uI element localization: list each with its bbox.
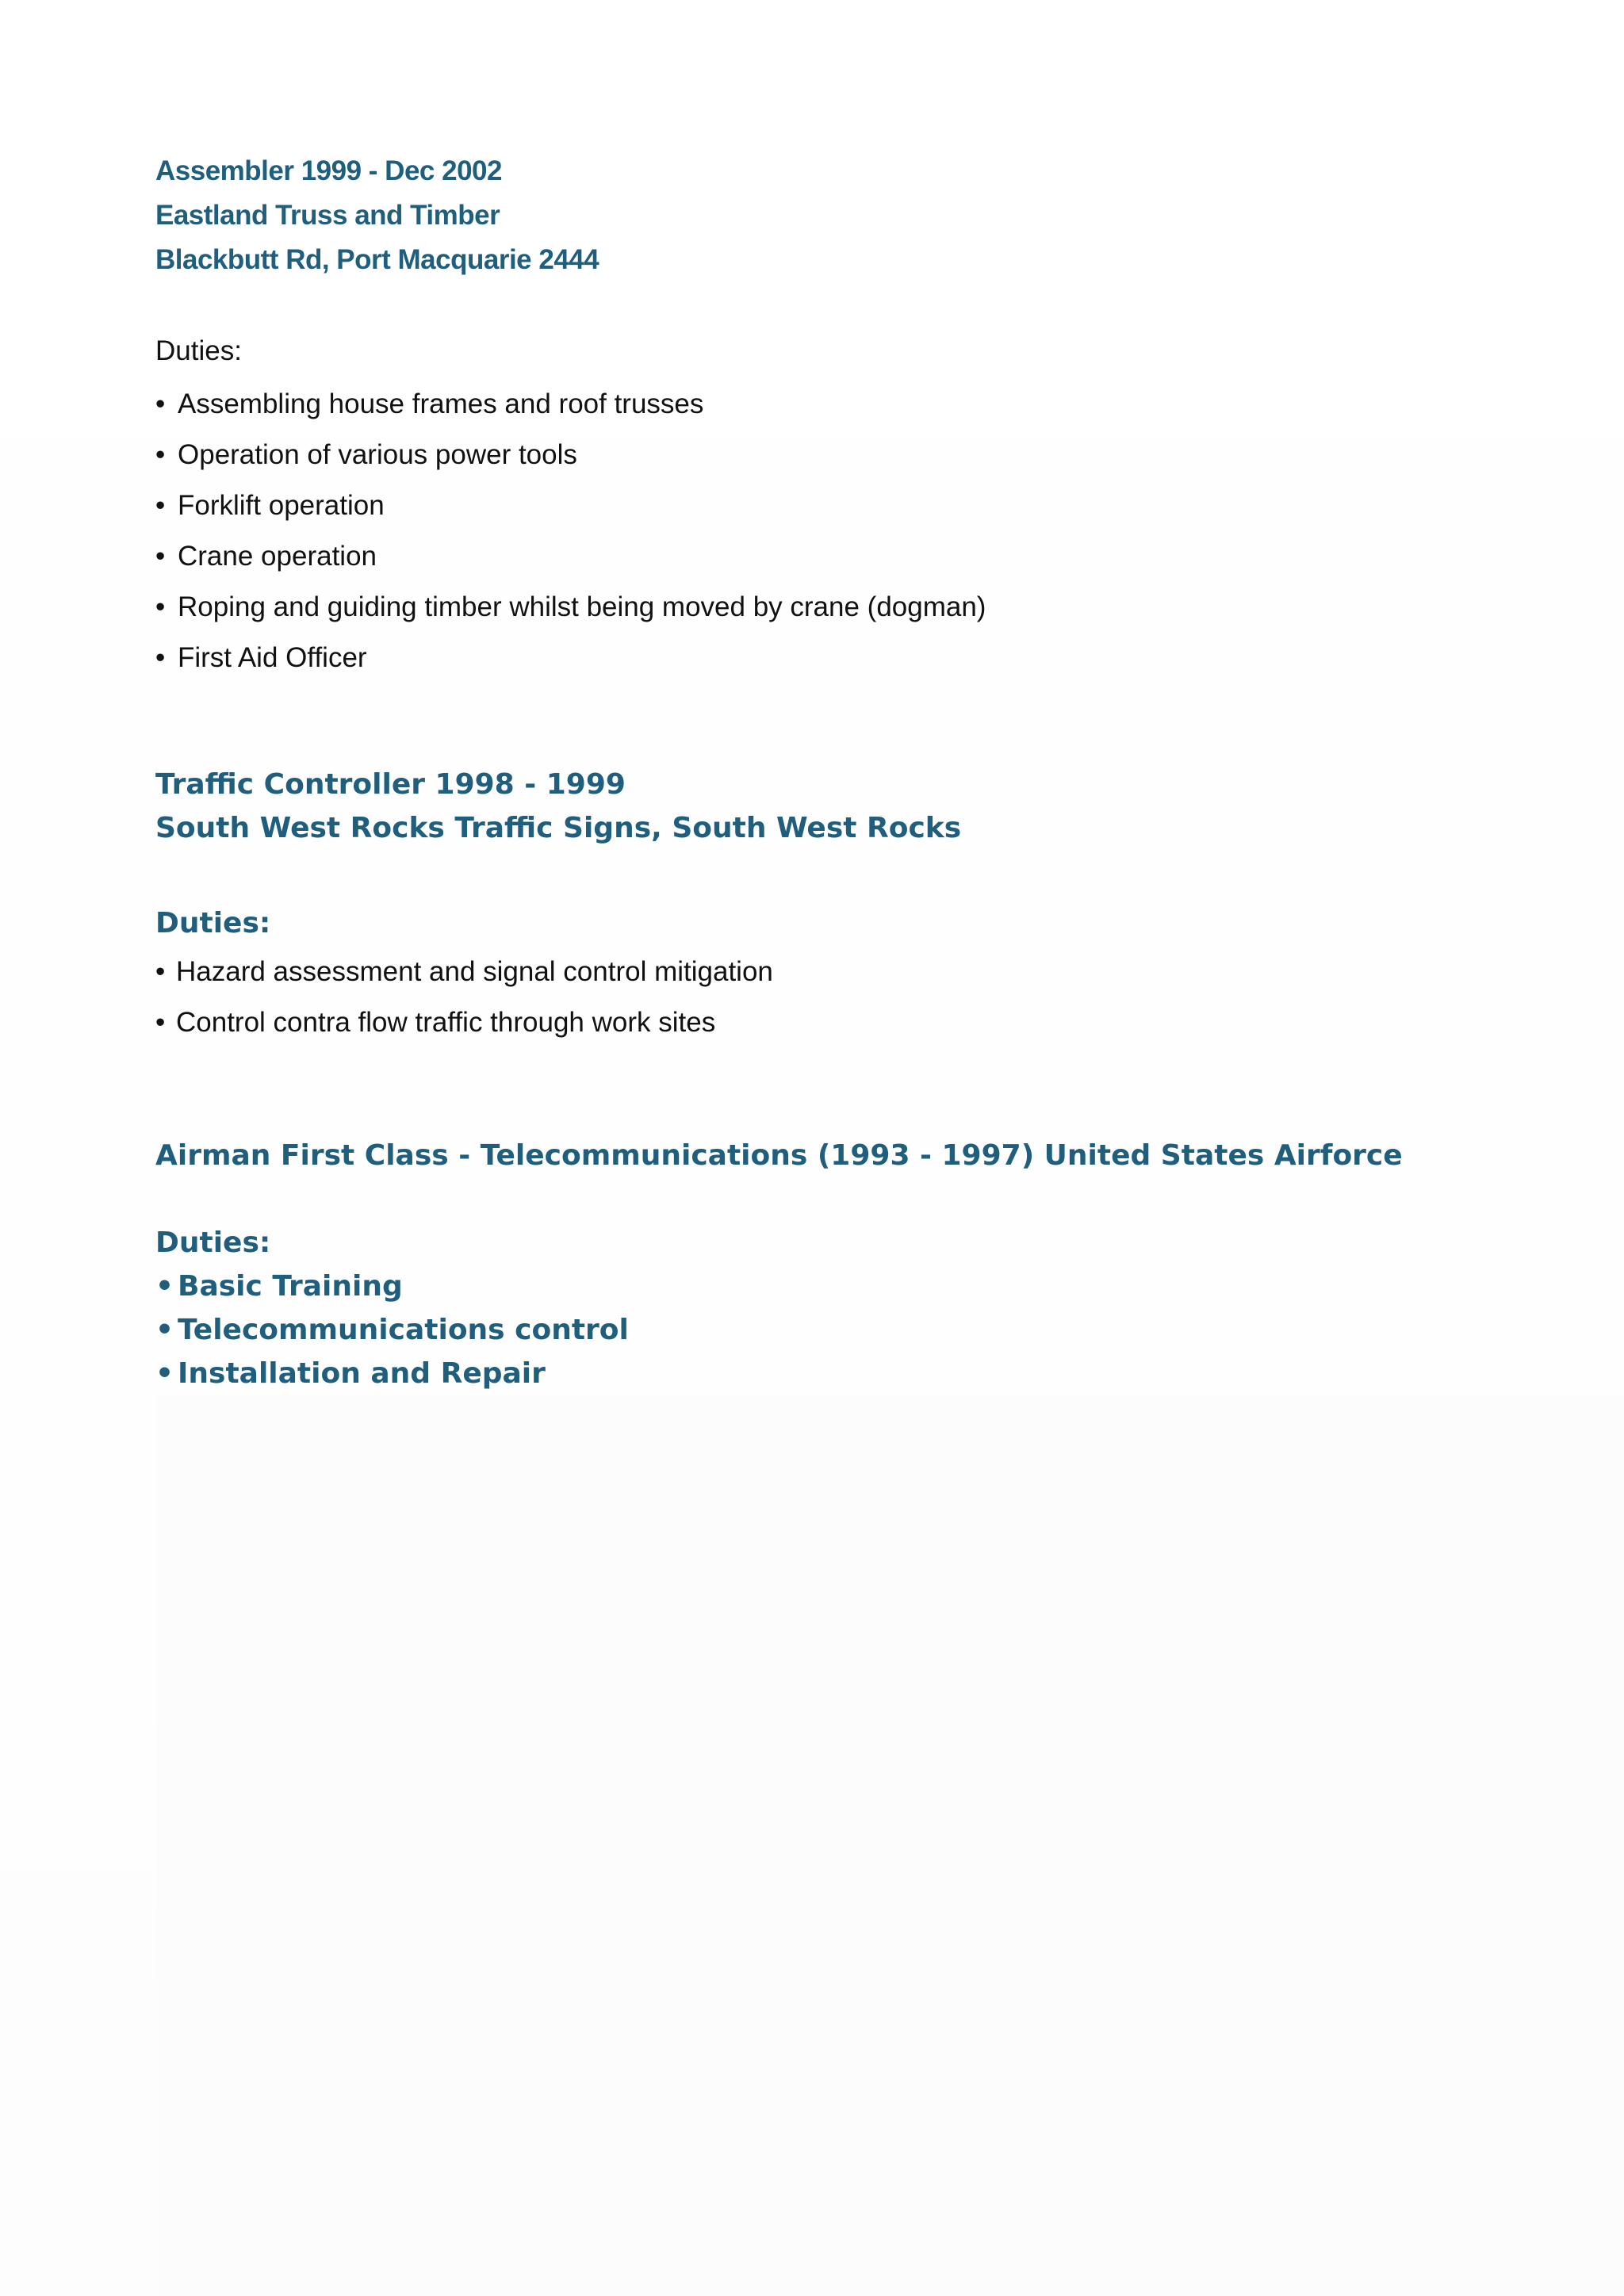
job-traffic-controller <box>155 763 1583 850</box>
list-item <box>155 1308 1583 1352</box>
duty-text: Crane operation <box>178 541 377 572</box>
list-item <box>155 633 1583 683</box>
bullet-icon: • <box>155 541 166 572</box>
list-item <box>155 582 1583 633</box>
bullet-icon: • <box>155 490 166 521</box>
duty-text: Telecommunications control <box>178 1314 629 1346</box>
job-assembler-duties <box>155 323 1583 683</box>
job-assembler <box>155 149 1583 282</box>
job-airman <box>155 1134 1583 1177</box>
job-address: Blackbutt Rd, Port Macquarie 2444 <box>155 244 599 275</box>
job-title: Traffic Controller 1998 - 1999 <box>155 768 626 801</box>
bullet-icon: • <box>155 642 166 673</box>
bullet-icon: • <box>155 956 166 987</box>
duty-text: Control contra flow traffic through work sites <box>176 1007 716 1038</box>
list-item <box>155 379 1583 430</box>
job-title: Airman First Class - Telecommunications (1993 - 1997) United States Airforce <box>155 1139 1403 1172</box>
duty-text: Installation and Repair <box>178 1357 546 1390</box>
job-company: Eastland Truss and Timber <box>155 200 500 231</box>
duty-text: Roping and guiding timber whilst being moved by crane (dogman) <box>178 591 986 622</box>
list-item <box>155 480 1583 531</box>
page-shade <box>157 1395 1624 2296</box>
bullet-icon: • <box>155 439 166 470</box>
job-airman-duties <box>155 1221 1583 1395</box>
bullet-icon: • <box>155 1314 174 1346</box>
list-item <box>155 947 1583 997</box>
duties-list <box>155 379 1583 683</box>
list-item <box>155 531 1583 582</box>
duties-label: Duties: <box>155 907 271 939</box>
duties-list <box>155 1265 1583 1395</box>
bullet-icon: • <box>155 1007 166 1038</box>
list-item <box>155 430 1583 480</box>
bullet-icon: • <box>155 1357 174 1390</box>
duty-text: Forklift operation <box>178 490 385 521</box>
bullet-icon: • <box>155 1270 174 1303</box>
job-traffic-duties <box>155 901 1583 1048</box>
bullet-icon: • <box>155 388 166 419</box>
list-item <box>155 1352 1583 1395</box>
list-item <box>155 997 1583 1048</box>
job-title: Assembler 1999 - Dec 2002 <box>155 155 502 186</box>
duty-text: Assembling house frames and roof trusses <box>178 388 704 419</box>
job-company: South West Rocks Traffic Signs, South West Rocks <box>155 812 962 844</box>
duty-text: First Aid Officer <box>178 642 367 673</box>
duties-label: Duties: <box>155 335 242 366</box>
duties-list <box>155 947 1583 1048</box>
duty-text: Operation of various power tools <box>178 439 577 470</box>
bullet-icon: • <box>155 591 166 622</box>
duty-text: Basic Training <box>178 1270 403 1303</box>
list-item <box>155 1265 1583 1308</box>
duty-text: Hazard assessment and signal control mitigation <box>176 956 773 987</box>
duties-label: Duties: <box>155 1226 271 1259</box>
